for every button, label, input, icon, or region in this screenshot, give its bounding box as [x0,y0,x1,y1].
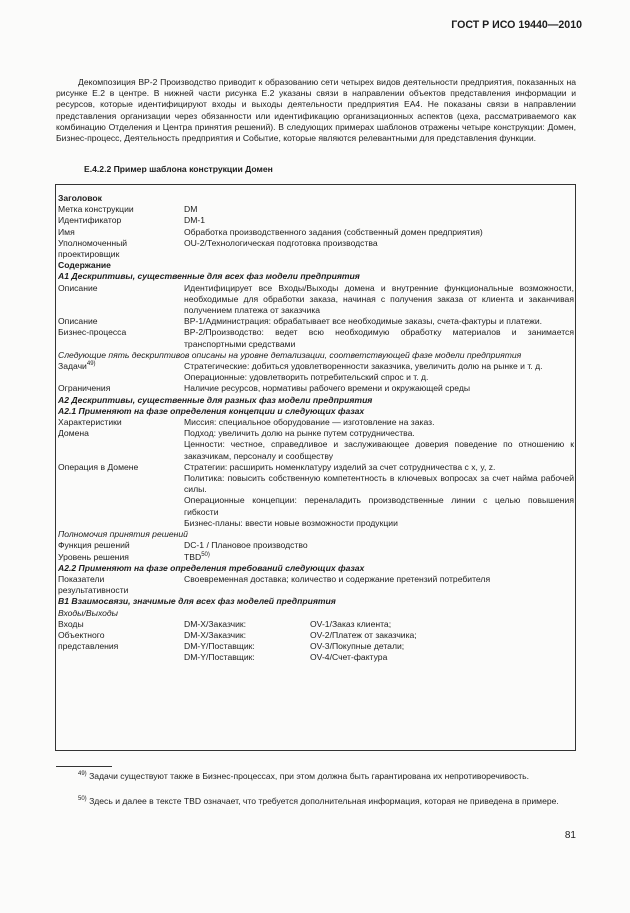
standard-header: ГОСТ Р ИСО 19440—2010 [451,19,582,31]
footnote-divider [56,766,112,767]
row-value [184,417,574,462]
template-header-label: Заголовок [58,193,102,203]
row-value: DC-1 / Плановое производство [184,540,308,551]
row-value: OU-2/Технологическая подготовка производства [184,237,378,248]
footnote-50 [56,796,576,807]
row-label: Метка конструкции [58,204,134,215]
row-value [184,316,574,350]
template-row-decision-level [56,552,577,563]
row-label [56,238,184,260]
a1-title: А1 Дескриптивы, существенные для всех фаз модели предприятия [58,271,360,282]
template-row-identifier [56,215,577,226]
row-value: Обработка производственного задания (собственный домен предприятия) [184,226,483,237]
io-row [56,641,577,652]
page-number: 81 [564,830,576,841]
value-line: Стратегии: расширить номенклатуру изделий за счет сотрудничества с x, y, z. [184,461,496,472]
row-value: Наличие ресурсов, нормативы рабочего времени и окружающей среды [184,383,471,394]
io-from-cell: DM-Y/Поставщик: [184,641,255,652]
template-row-description [56,283,577,317]
content-label: Содержание [58,260,111,271]
row-label [56,574,184,596]
goals-label: Задачи [58,361,87,372]
section-title: Е.4.2.2 Пример шаблона конструкции Домен [84,164,273,174]
row-label-line: результативности [58,585,129,596]
row-value: Своевременная доставка; количество и содержание претензий потребителя [184,573,491,584]
io-to-cell: OV-2/Платеж от заказчика; [310,629,417,640]
row-label: Описание [58,282,98,293]
row-value [184,462,574,529]
row-label-line: Описание [58,316,98,327]
row-label: Операция в Домене [58,461,139,472]
a2-title: А2 Дескриптивы, существенные для разных фаз модели предприятия [58,394,373,405]
footnote-text [56,796,576,807]
value-line: Бизнес-планы: ввести новые возможности продукции [184,517,398,528]
row-label-line: Характеристики [58,417,122,428]
value-line: Операционные: удовлетворить потребительский спрос и т. д. [184,372,429,383]
value-line: Миссия: специальное оборудование — изготовление на заказ. [184,417,435,428]
footnote-body: Здесь и далее в тексте TBD означает, что требуется дополнительная информация, которая не приведена в примере. [89,796,559,806]
io-label-cell: Объектного [58,629,105,640]
footnote-text [56,771,576,782]
io-label-cell: представления [58,641,119,652]
value-line: BP-1/Администрация: обрабатывает все необходимые заказы, счета-фактуры и платежи. [184,316,543,327]
footnote-mark: 50) [78,796,87,802]
five-descriptives-note: Следующие пять дескриптивов описаны на уровне детализации, соответствующей фазе модели предприятия [58,349,522,360]
row-label-line: проектировщик [58,249,120,260]
template-row-decision-function [56,540,577,551]
io-row [56,619,577,630]
row-label [56,417,184,462]
row-value: Идентифицирует все Входы/Выходы домена и внутренние функциональные возможности, необходимые для обработки заказа, начиная с получения заказа от клиента и заканчивая получением платежа от заказчика [184,282,574,316]
template-row-goals [56,361,577,383]
io-row [56,652,577,663]
row-label: Ограничения [58,383,111,394]
authority-label: Полномочия принятия решений [58,529,188,540]
intro-paragraph [56,77,576,144]
row-label-line: Показатели [58,573,105,584]
template-row-authorized [56,238,577,260]
value-line: Подход: увеличить долю на рынке путем сотрудничества. [184,428,415,439]
b1-title: В1 Взаимосвязи, значимые для всех фаз моделей предприятия [58,596,336,607]
io-to-cell: OV-1/Заказ клиента; [310,618,392,629]
domain-template-box [55,184,576,751]
row-label [56,361,184,383]
io-label-cell: Входы [58,618,84,629]
io-from-cell: DM-X/Заказчик: [184,618,247,629]
template-row-characteristics [56,417,577,462]
row-value [184,361,574,383]
value-line: BP-2/Производство: ведет всю необходимую обработку материалов и занимается транспортными средствами [184,327,574,349]
value-line: Ценности: честное, справедливое и заслуживающее доверия поведение по отношению к заказчикам, персоналу и сообществу [184,439,574,461]
row-label: Функция решений [58,540,130,551]
row-label [56,316,184,350]
io-label: Входы/Выходы [58,607,118,618]
row-label: Идентификатор [58,215,122,226]
template-row-indicators [56,574,577,596]
intro-text: Декомпозиция BP-2 Производство приводит к образованию сети четырех видов деятельности предприятия, показанных на рисунке Е.2 в центре. В нижней части рисунка Е.2 указаны связи в направлении объектов представления информации и ресурсов, которые идентифицируют входы и выходы деятельности предприятия ЕА4. Не показаны связи в направлении представления организации через обязанности или идентификацию организационных аспектов (цеха, рассматриваемого как комбинацию Отделения и Центра принятия решений). В следующих примерах шаблонов отражены четыре конструкции: Домен, Бизнес-процесс, Деятельность предприятия и Событие, которые являются релевантными для представления функции. [56,77,576,144]
template-row-operation [56,462,577,529]
row-label: Имя [58,226,75,237]
value-line: Политика: повысить собственную компетентность в ключевых вопросах за счет найма рабочей силы. [184,473,574,495]
tbd-value: TBD [184,551,202,562]
template-row-constraints [56,383,577,394]
row-value [184,552,574,563]
row-value: DM-1 [184,215,206,226]
template-row-label [56,204,577,215]
template-row-bp-description [56,316,577,350]
footnote-ref: 50) [201,551,210,558]
value-line: Стратегические: добиться удовлетворенности заказчика, увеличить долю на рынке и т. д. [184,361,543,372]
io-from-cell: DM-Y/Поставщик: [184,652,255,663]
footnote-49 [56,771,576,782]
footnote-ref: 49) [86,361,96,368]
row-label-line: Уполномоченный [58,237,128,248]
io-to-cell: OV-3/Покупные детали; [310,641,405,652]
row-value: DM [184,204,198,215]
a21-title: А2.1 Применяют на фазе определения концепции и следующих фазах [58,405,365,416]
row-label: Уровень решения [58,551,129,562]
io-row [56,630,577,641]
footnote-body: Задачи существуют также в Бизнес-процессах, при этом должна быть гарантирована их непротиворечивость. [89,771,530,781]
io-to-cell: OV-4/Счет-фактура [310,652,388,663]
template-row-name [56,227,577,238]
template-content [56,193,577,664]
value-line: Операционные концепции: переналадить производственные линии с целью повышения гибкости [184,495,574,517]
row-label-line: Домена [58,428,89,439]
a22-title: А2.2 Применяют на фазе определения требований следующих фазах [58,562,365,573]
io-from-cell: DM-X/Заказчик: [184,629,247,640]
io-label-cell [56,652,184,663]
row-label-line: Бизнес-процесса [58,327,127,338]
footnote-mark: 49) [78,771,87,777]
